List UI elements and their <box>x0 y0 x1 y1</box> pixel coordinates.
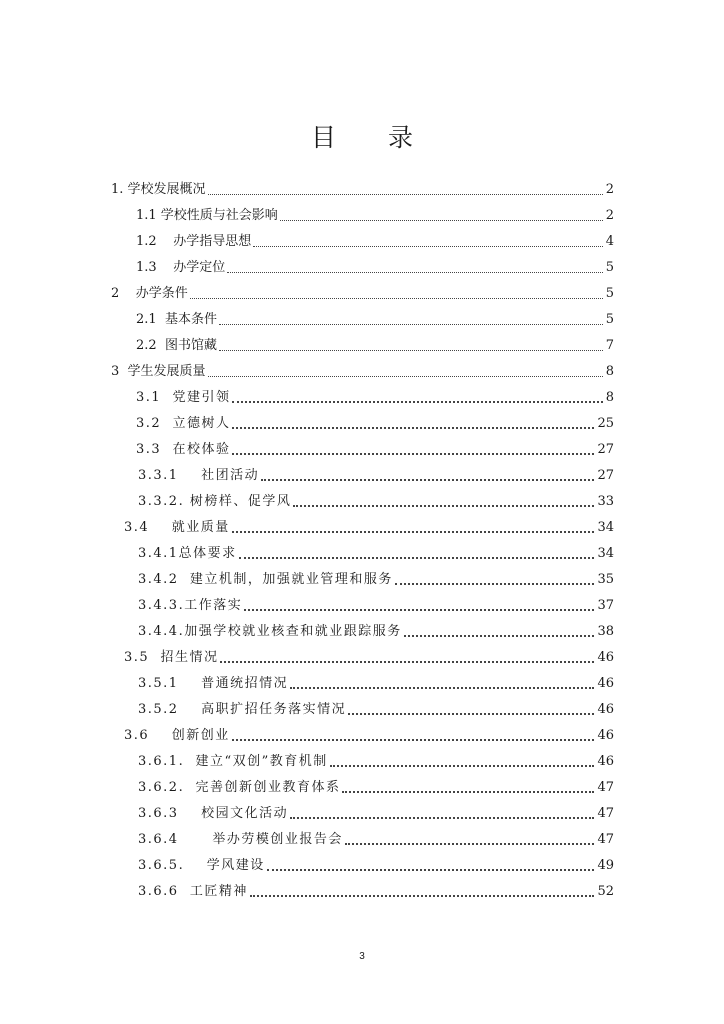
dot-leader <box>261 479 594 481</box>
toc-entry[interactable] <box>136 410 614 432</box>
dot-leader <box>232 427 594 429</box>
dot-leader <box>232 739 595 741</box>
toc-entry[interactable] <box>136 306 614 328</box>
toc-entry-label: 3.3.1 社团活动 <box>138 468 260 483</box>
table-of-contents <box>0 176 724 916</box>
toc-entry[interactable] <box>138 670 614 692</box>
toc-entry-label: 1.3 办学定位 <box>136 260 226 275</box>
dot-leader <box>220 661 594 663</box>
toc-entry[interactable] <box>138 696 614 718</box>
toc-entry-label: 2.2 图书馆藏 <box>136 338 217 353</box>
toc-entry-label: 3.6.3 校园文化活动 <box>138 806 289 821</box>
toc-entry-label: 3.4.3.工作落实 <box>138 598 243 613</box>
toc-entry-label: 3.6.2. 完善创新创业教育体系 <box>138 780 341 795</box>
toc-entry-page: 37 <box>597 598 614 613</box>
toc-entry-page: 5 <box>605 312 614 327</box>
toc-entry-label: 3.5 招生情况 <box>124 650 219 665</box>
toc-entry[interactable] <box>138 748 614 770</box>
toc-entry[interactable] <box>138 488 614 510</box>
toc-entry-label: 3.3 在校体验 <box>136 442 231 457</box>
toc-entry-page: 34 <box>597 546 614 561</box>
toc-entry-label: 3.6.5. 学风建设 <box>138 858 265 873</box>
toc-entry[interactable] <box>138 566 614 588</box>
toc-entry-page: 5 <box>605 286 614 301</box>
toc-entry-label: 3.5.2 高职扩招任务落实情况 <box>138 702 347 717</box>
toc-entry-page: 2 <box>605 208 614 223</box>
dot-leader <box>219 350 603 351</box>
toc-entry-page: 38 <box>597 624 614 639</box>
toc-entry-page: 33 <box>597 494 614 509</box>
toc-entry-page: 7 <box>605 338 614 353</box>
toc-entry-page: 47 <box>597 780 614 795</box>
toc-entry-label: 3.4 就业质量 <box>124 520 230 535</box>
toc-entry-label: 3.5.1 普通统招情况 <box>138 676 289 691</box>
dot-leader <box>239 557 595 559</box>
dot-leader <box>190 298 603 299</box>
dot-leader <box>404 635 595 637</box>
dot-leader <box>348 713 594 715</box>
toc-entry[interactable] <box>136 228 614 250</box>
toc-entry[interactable] <box>136 202 614 224</box>
toc-entry[interactable] <box>111 358 614 380</box>
toc-entry-label: 3.1 党建引领 <box>136 390 231 405</box>
toc-entry[interactable] <box>136 332 614 354</box>
toc-entry[interactable] <box>136 384 614 406</box>
toc-entry-page: 8 <box>605 364 614 379</box>
dot-leader <box>219 324 603 325</box>
toc-entry[interactable] <box>111 176 614 198</box>
toc-entry[interactable] <box>138 462 614 484</box>
toc-entry[interactable] <box>138 878 614 900</box>
toc-entry-page: 47 <box>597 832 614 847</box>
toc-entry[interactable] <box>138 800 614 822</box>
toc-entry-page: 49 <box>597 858 614 873</box>
dot-leader <box>395 583 595 585</box>
dot-leader <box>250 895 595 897</box>
dot-leader <box>280 220 603 221</box>
dot-leader <box>330 765 595 767</box>
toc-entry-label: 3 学生发展质量 <box>111 364 206 379</box>
toc-entry-page: 34 <box>597 520 614 535</box>
dot-leader <box>232 401 602 403</box>
dot-leader <box>253 246 603 247</box>
toc-entry-page: 8 <box>605 390 614 405</box>
toc-entry-page: 46 <box>597 676 614 691</box>
toc-entry[interactable] <box>138 592 614 614</box>
dot-leader <box>290 687 594 689</box>
toc-entry[interactable] <box>138 774 614 796</box>
toc-entry-page: 52 <box>597 884 614 899</box>
toc-entry-page: 47 <box>597 806 614 821</box>
toc-entry-page: 46 <box>597 728 614 743</box>
toc-entry-label: 3.4.2 建立机制，加强就业管理和服务 <box>138 572 393 587</box>
toc-entry-label: 3.6.1. 建立“双创”教育机制 <box>138 754 328 769</box>
page-number: 3 <box>359 951 365 962</box>
toc-entry-label: 1. 学校发展概况 <box>111 182 206 197</box>
toc-entry-page: 27 <box>597 442 614 457</box>
toc-entry-label: 2.1 基本条件 <box>136 312 217 327</box>
toc-entry-page: 4 <box>605 234 614 249</box>
toc-entry[interactable] <box>111 280 614 302</box>
dot-leader <box>345 843 595 845</box>
toc-entry[interactable] <box>136 436 614 458</box>
toc-entry-page: 25 <box>597 416 614 431</box>
toc-entry-label: 3.2 立德树人 <box>136 416 231 431</box>
toc-entry-label: 3.6 创新创业 <box>124 728 230 743</box>
dot-leader <box>227 272 603 273</box>
dot-leader <box>208 194 603 195</box>
dot-leader <box>267 869 595 871</box>
toc-entry-label: 3.4.4.加强学校就业核查和就业跟踪服务 <box>138 624 402 639</box>
page-title: 目 录 <box>311 123 435 152</box>
toc-entry-page: 46 <box>597 754 614 769</box>
dot-leader <box>290 817 594 819</box>
toc-entry-page: 5 <box>605 260 614 275</box>
dot-leader <box>232 453 594 455</box>
toc-entry[interactable] <box>124 644 614 666</box>
dot-leader <box>244 609 594 611</box>
toc-entry-label: 1.2 办学指导思想 <box>136 234 252 249</box>
toc-entry-label: 3.4.1总体要求 <box>138 546 237 561</box>
toc-entry[interactable] <box>136 254 614 276</box>
toc-entry-label: 3.6.4 举办劳模创业报告会 <box>138 832 343 847</box>
toc-entry[interactable] <box>138 826 614 848</box>
toc-entry[interactable] <box>124 722 614 744</box>
toc-entry[interactable] <box>138 618 614 640</box>
toc-entry-label: 3.6.6 工匠精神 <box>138 884 248 899</box>
dot-leader <box>208 376 603 377</box>
dot-leader <box>232 531 595 533</box>
toc-entry-label: 1.1 学校性质与社会影响 <box>136 208 278 223</box>
toc-entry-page: 46 <box>597 702 614 717</box>
dot-leader <box>342 791 594 793</box>
toc-entry[interactable] <box>124 514 614 536</box>
toc-entry[interactable] <box>138 852 614 874</box>
dot-leader <box>293 505 594 507</box>
toc-entry-label: 3.3.2. 树榜样、促学风 <box>138 494 292 509</box>
toc-entry-page: 46 <box>597 650 614 665</box>
toc-entry-label: 2 办学条件 <box>111 286 188 301</box>
toc-entry-page: 27 <box>597 468 614 483</box>
toc-entry-page: 35 <box>597 572 614 587</box>
toc-entry-page: 2 <box>605 182 614 197</box>
toc-entry[interactable] <box>138 540 614 562</box>
